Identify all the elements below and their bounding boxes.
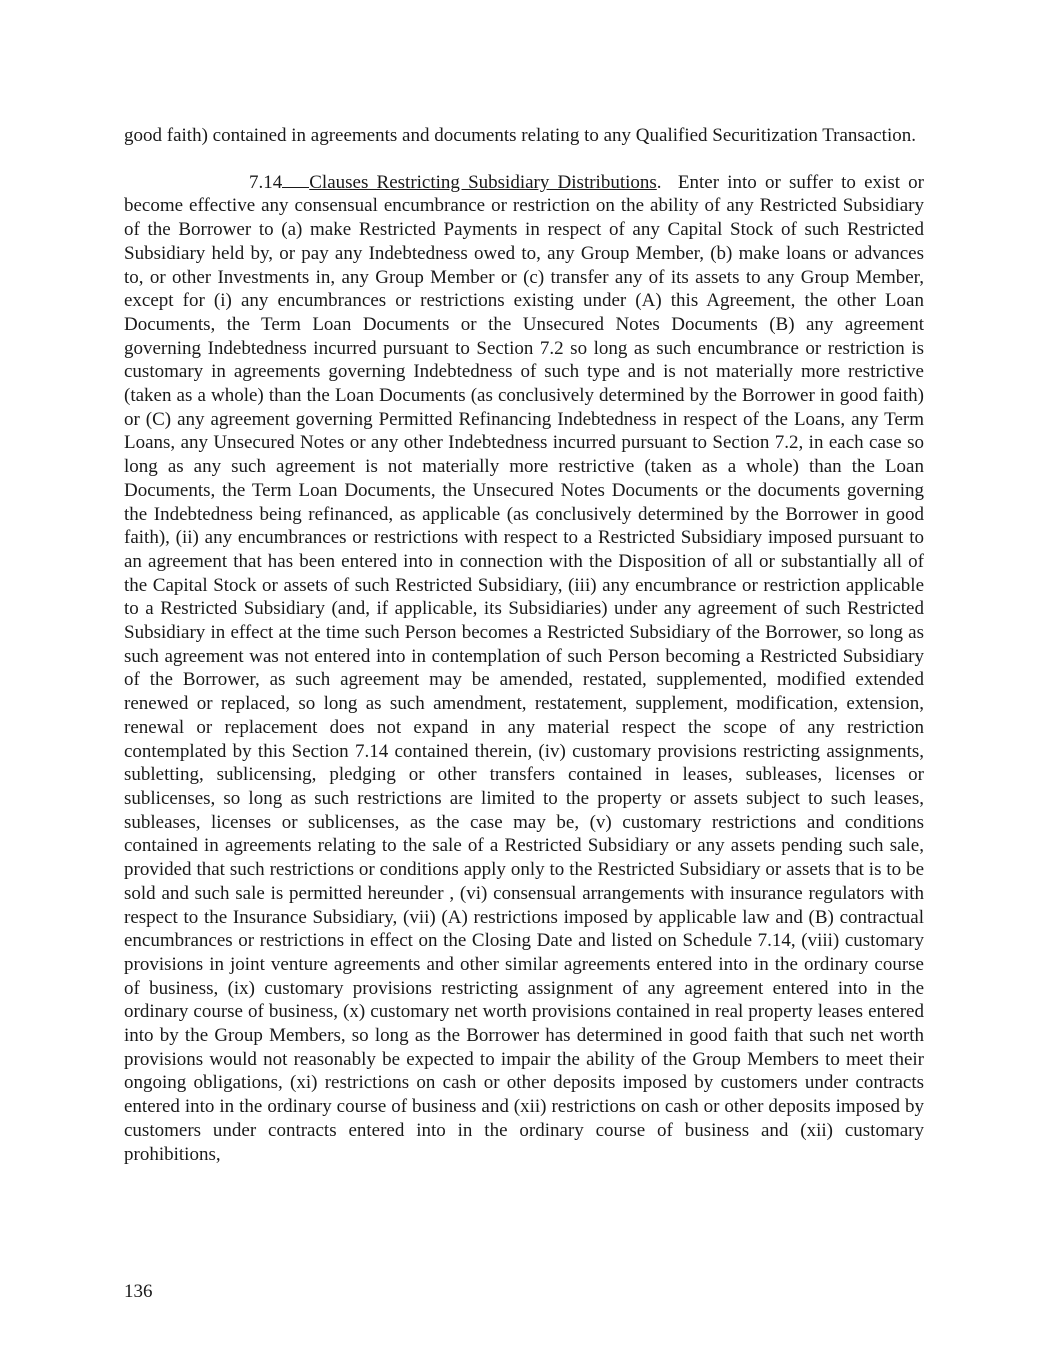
continuation-paragraph: good faith) contained in agreements and documents relating to any Qualified Securitization Transaction. [124, 125, 916, 146]
section-body: Enter into or suffer to exist or become effective any consensual encumbrance or restriction on the ability of any Restricted Subsidiary of the Borrower to (a) make Restricted Payments in respect of any Capital Stock of such Restricted Subsidiary held by, or pay any Indebtedness owed to, any Group Member, (b) make loans or advances to, or other Investments in, any Group Member or (c) transfer any of its assets to any Group Member, except for (i) any encumbrances or restrictions existing under (A) this Agreement, the other Loan Documents, the Term Loan Documents or the Unsecured Notes Documents (B) any agreement governing Indebtedness incurred pursuant to Section 7.2 so long as such encumbrance or restriction is customary in agreements governing Indebtedness of such type and is not materially more restrictive (taken as a whole) than the Loan Documents (as conclusively determined by the Borrower in good faith) or (C) any agreement governing Permitted Refinancing Indebtedness in respect of the Loans, any Term Loans, any Unsecured Notes or any other Indebtedness incurred pursuant to Section 7.2, in each case so long as any such agreement is not materially more restrictive (taken as a whole) than the Loan Documents, the Term Loan Documents, the Unsecured Notes Documents or the documents governing the Indebtedness being refinanced, as applicable (as conclusively determined by the Borrower in good faith), (ii) any encumbrances or restrictions with respect to a Restricted Subsidiary imposed pursuant to an agreement that has been entered into in connection with the Disposition of all or substantially all of the Capital Stock or assets of such Restricted Subsidiary, (iii) any encumbrance or restriction applicable to a Restricted Subsidiary (and, if applicable, its Subsidiaries) under any agreement of such Restricted Subsidiary in effect at the time such Person becomes a Restricted Subsidiary of the Borrower, so long as such agreement was not entered into in contemplation of such Person becoming a Restricted Subsidiary of the Borrower, as such agreement may be amended, restated, supplemented, modified extended renewed or replaced, so long as such amendment, restatement, supplement, modification, extension, renewal or replacement does not expand in any material respect the scope of any restriction contemplated by this Section 7.14 contained therein, (iv) customary provisions restricting assignments, subletting, sublicensing, pledging or other transfers contained in leases, subleases, licenses or sublicenses, so long as such restrictions are limited to the property or assets subject to such leases, subleases, licenses or sublicenses, as the case may be, (v) customary restrictions and conditions contained in agreements relating to the sale of a Restricted Subsidiary or any assets pending such sale, provided that such restrictions or conditions apply only to the Restricted Subsidiary or assets that is to be sold and such sale is permitted hereunder , (vi) consensual arrangements with insurance regulators with respect to the Insurance Subsidiary, (vii) (A) restrictions imposed by applicable law and (B) contractual encumbrances or restrictions in effect on the Closing Date and listed on Schedule 7.14, (viii) customary provisions in joint venture agreements and other similar agreements entered into in the ordinary course of business, (ix) customary provisions restricting assignment of any agreement entered into in the ordinary course of business, (x) customary net worth provisions contained in real property leases entered into by the Group Members, so long as the Borrower has determined in good faith that such net worth provisions would not reasonably be expected to impair the ability of the Group Members to meet their ongoing obligations, (xi) restrictions on cash or other deposits imposed by customers under contracts entered into in the ordinary course of business and (xii) restrictions on cash or other deposits imposed by customers under contracts entered into in the ordinary course of business and (xii) customary prohibitions, [124, 171, 924, 1165]
section-paragraph [124, 170, 924, 1167]
page-number: 136 [124, 1281, 153, 1302]
section-number: 7.14 [249, 171, 283, 193]
section-title-punct: . [656, 171, 662, 193]
document-page [124, 124, 924, 1166]
section-underline-gap [282, 170, 309, 188]
section-title: Clauses Restricting Subsidiary Distributions [309, 171, 657, 193]
